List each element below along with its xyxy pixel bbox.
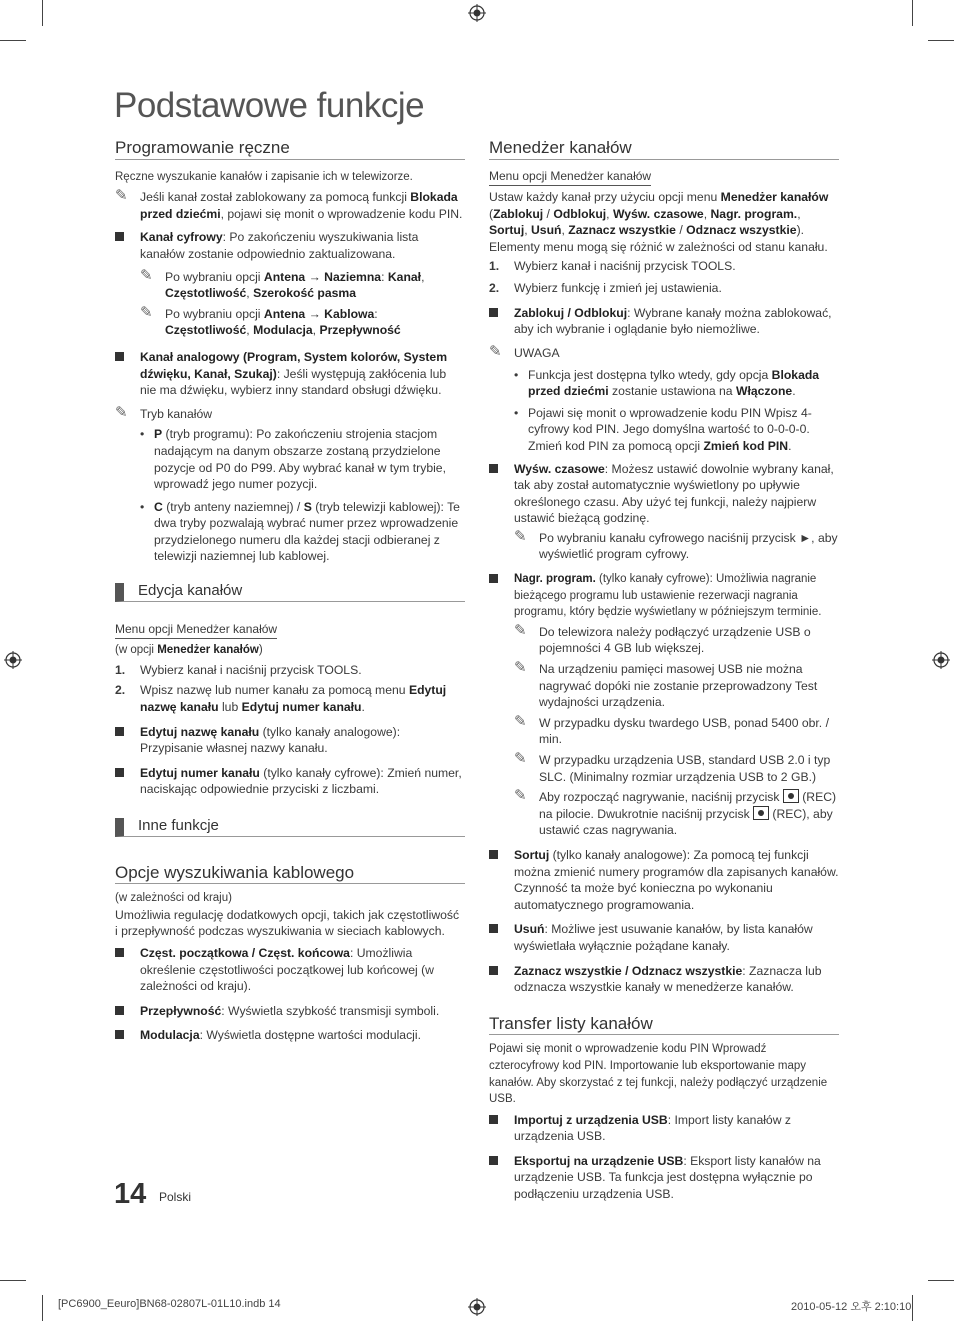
square-bullet-icon bbox=[115, 232, 124, 241]
registration-mark-icon bbox=[4, 651, 22, 669]
section-heading-manual-tuning: Programowanie ręczne bbox=[115, 140, 465, 160]
pencil-note-icon: ✎ bbox=[514, 750, 527, 767]
list-item: Modulacja: Wyświetla dostępne wartości modulacji. bbox=[115, 1027, 465, 1044]
bullet-item: • P (tryb programu): Po zakończeniu strojenia stacjom nadającym na danym obszarze zostaną przydzielone pozycje od P0 do P99. Aby wybrać kanał w tym trybie, wprowadź jego numer pozycji. bbox=[140, 427, 446, 492]
square-bullet-icon bbox=[489, 308, 498, 317]
step-item: 2. Wpisz nazwę lub numer kanału za pomocą menu Edytuj nazwę kanału lub Edytuj numer kanału. bbox=[115, 683, 447, 715]
pencil-note-icon: ✎ bbox=[140, 303, 153, 321]
note: ✎ Po wybraniu opcji Antena → Kablowa: Częstotliwość, Modulacja, Przepływność bbox=[140, 303, 401, 338]
crop-mark bbox=[912, 0, 913, 26]
section-heading-transfer: Transfer listy kanałów bbox=[489, 1016, 839, 1036]
bullet-item: • Pojawi się monit o wprowadzenie kodu PIN Wpisz 4-cyfrowy kod PIN. Jego domyślna wartość to 0-0-0-0. Zmień kod PIN za pomocą opcji Zmień kod PIN. bbox=[514, 405, 812, 453]
manager-intro: Ustaw każdy kanał przy użyciu opcji menu Menedżer kanałów (Zablokuj / Odblokuj, Wyśw. czasowe, Nagr. program., Sortuj, Usuń, Zaznacz wszystkie / Odznacz wszystkie). Elementy menu mogą się różnić w zależności od stanu kanału. bbox=[489, 190, 829, 254]
page-title: Podstawowe funkcje bbox=[114, 86, 425, 125]
section-heading-manager: Menedżer kanałów bbox=[489, 140, 839, 160]
pencil-note-icon: ✎ bbox=[514, 787, 527, 805]
subsection-heading-edit: Edycja kanałów bbox=[115, 583, 465, 602]
square-bullet-icon bbox=[115, 727, 124, 736]
list-item: Wyśw. czasowe: Możesz ustawić dowolnie wybrany kanał, tak aby został automatycznie wyświetlony po upływie określonego czasu. Aby użyć tej funkcji, należy najpierw ustawić bieżącą godzinę. ✎ Po wybraniu kanału cyfrowego naciśnij przycisk ►, aby wyświetlić program cyfrowy. bbox=[489, 461, 839, 564]
rec-button-icon bbox=[753, 806, 769, 820]
page-language: Polski bbox=[159, 1190, 192, 1204]
bullet-item: • C (tryb anteny naziemnej) / S (tryb telewizji kablowej): Te dwa tryby pozwalają wybrać numer przez wprowadzenie przydzielonego numeru dla każdej stacji odbieranej z telewizji naziemnej lub kablowej. bbox=[140, 499, 460, 564]
print-timestamp: 2010-05-12 오후 2:10:10 bbox=[791, 1301, 912, 1313]
step-item: 2. Wybierz funkcję i zmień jej ustawienia. bbox=[489, 281, 722, 296]
left-column bbox=[115, 140, 465, 1044]
square-bullet-icon bbox=[489, 1115, 498, 1124]
context-text: (w zależności od kraju) bbox=[115, 892, 232, 905]
list-item: Kanał cyfrowy: Po zakończeniu wyszukiwania lista kanałów zostanie odpowiednio zaktualizowana. ✎ Po wybraniu opcji Antena → Naziemna: Kanał, Częstotliwość, Szerokość pasma ✎ Po wybraniu opcji Antena → Kablowa: Częstotliwość, Modulacja, Przepływność bbox=[115, 229, 465, 339]
context-text: (w opcji Menedżer kanałów) bbox=[115, 644, 263, 657]
crop-mark bbox=[42, 0, 43, 26]
menu-path-label: Menu opcji Menedżer kanałów bbox=[115, 621, 277, 640]
note: ✎ Po wybraniu opcji Antena → Naziemna: Kanał, Częstotliwość, Szerokość pasma bbox=[140, 266, 425, 301]
list-item: Importuj z urządzenia USB: Import listy kanałów z urządzenia USB. bbox=[489, 1112, 839, 1145]
print-file-info: [PC6900_Eeuro]BN68-02807L-01L10.indb 14 bbox=[58, 1298, 281, 1310]
section-heading-cable: Opcje wyszukiwania kablowego bbox=[115, 865, 465, 885]
registration-mark-icon bbox=[468, 4, 486, 22]
square-bullet-icon bbox=[115, 1006, 124, 1015]
note: ✎ UWAGA • Funkcja jest dostępna tylko wtedy, gdy opcja Blokada przed dziećmi zostanie ustawiona na Włączone. • Pojawi się monit o wprowadzenie kodu PIN Wpisz 4-cyfrowy kod PIN. Jego domyślna wartość to 0-0-0-0. Zmień kod PIN za pomocą opcji Zmień kod PIN. bbox=[489, 345, 839, 455]
pencil-note-icon: ✎ bbox=[115, 187, 128, 205]
menu-path-label: Menu opcji Menedżer kanałów bbox=[489, 168, 651, 187]
note: ✎ W przypadku dysku twardego USB, ponad 5400 obr. / min. bbox=[514, 712, 829, 747]
square-bullet-icon bbox=[115, 948, 124, 957]
square-bullet-icon bbox=[115, 768, 124, 777]
note: ✎ Jeśli kanał został zablokowany za pomocą funkcji Blokada przed dziećmi, pojawi się monit o wprowadzenie kodu PIN. bbox=[115, 187, 463, 221]
note: ✎ W przypadku urządzenia USB, standard USB 2.0 i typ SLC. (Minimalny rozmiar urządzenia USB to 2 GB.) bbox=[514, 750, 831, 784]
subsection-heading-other: Inne funkcje bbox=[115, 818, 465, 837]
list-item: Usuń: Możliwe jest usuwanie kanałów, by lista kanałów wyświetlała wyłącznie pożądane kanały. bbox=[489, 921, 839, 954]
square-bullet-icon bbox=[489, 966, 498, 975]
list-item: Sortuj (tylko kanały analogowe): Za pomocą tej funkcji można zmienić numery programów dla zapisanych kanałów. Czynność ta może być konieczna po wykonaniu automatycznego programowania. bbox=[489, 847, 839, 913]
step-item: 1. Wybierz kanał i naciśnij przycisk TOOLS. bbox=[115, 662, 362, 677]
cable-intro: Umożliwia regulację dodatkowych opcji, takich jak częstotliwość i przepływność podczas wyszukiwania w sieciach kablowych. bbox=[115, 907, 460, 939]
crop-mark bbox=[928, 1280, 954, 1281]
square-bullet-icon bbox=[115, 1030, 124, 1039]
list-item: Eksportuj na urządzenie USB: Eksport listy kanałów na urządzenie USB. Ta funkcja jest dostępna wyłącznie po podłączeniu urządzenia USB. bbox=[489, 1153, 839, 1203]
right-column bbox=[489, 140, 839, 1203]
crop-mark bbox=[928, 40, 954, 41]
note: ✎ Na urządzeniu pamięci masowej USB nie można nagrywać dopóki nie zostanie przeprowadzony Test wydajności urządzenia. bbox=[514, 659, 818, 710]
registration-mark-icon bbox=[932, 651, 950, 669]
square-bullet-icon bbox=[489, 464, 498, 473]
list-item: Kanał analogowy (Program, System kolorów, System dźwięku, Kanał, Szukaj): Jeśli występują zakłócenia lub nie ma dźwięku, wybierz inny standard obsługi dźwięku. bbox=[115, 349, 465, 399]
list-item: Zaznacz wszystkie / Odznacz wszystkie: Zaznacza lub odznacza wszystkie kanały w menedżerze kanałów. bbox=[489, 963, 839, 996]
registration-mark-icon bbox=[468, 1298, 486, 1316]
square-bullet-icon bbox=[489, 850, 498, 859]
list-item: Edytuj numer kanału (tylko kanały cyfrowe): Zmień numer, naciskając odpowiednie przyciski z liczbami. bbox=[115, 765, 465, 798]
rec-button-icon bbox=[783, 789, 799, 803]
list-item: Przepływność: Wyświetla szybkość transmisji symboli. bbox=[115, 1003, 465, 1020]
list-item: Częst. początkowa / Częst. końcowa: Umożliwia określenie częstotliwości początkowej lub końcowej (w zależności od kraju). bbox=[115, 945, 465, 995]
step-item: 1. Wybierz kanał i naciśnij przycisk TOOLS. bbox=[489, 258, 736, 273]
transfer-intro: Pojawi się monit o wprowadzenie kodu PIN Wprowadź czterocyfrowy kod PIN. Importowanie lub eksportowanie mapy kanałów. Aby skorzystać z tej funkcji, należy podłączyć urządzenie USB. bbox=[489, 1043, 828, 1106]
square-bullet-icon bbox=[115, 352, 124, 361]
pencil-note-icon: ✎ bbox=[489, 342, 502, 360]
pencil-note-icon: ✎ bbox=[514, 712, 527, 730]
list-item: Zablokuj / Odblokuj: Wybrane kanały można zablokować, aby ich wybranie i oglądanie było niemożliwe. bbox=[489, 305, 839, 338]
list-item: Nagr. program. (tylko kanały cyfrowe): Umożliwia nagranie bieżącego programu lub ustawienie rezerwacji nagrania programu, który będzie wyświetlany w późniejszym terminie. ✎ Do telewizora należy podłączyć urządzenie USB o pojemności 4 GB lub większej. ✎ Na urządzeniu pamięci masowej USB nie można nagrywać dopóki nie zostanie przeprowadzony Test wydajności urządzenia. ✎ W przypadku dysku twardego USB, ponad 5400 obr. / min. ✎ W przypadku urządzenia USB, standard USB 2.0 i typ SLC. (Minimalny rozmiar urządzenia USB to 2 GB.) ✎ Aby rozpocząć nagrywanie, naciśnij przycisk (REC) na pilocie. Dwukrotnie naciśnij przycisk (REC), aby ustawić czas nagrywania. bbox=[489, 571, 839, 839]
crop-mark bbox=[0, 1280, 26, 1281]
list-item: Edytuj nazwę kanału (tylko kanały analogowe): Przypisanie własnej nazwy kanału. bbox=[115, 724, 465, 757]
manual-tuning-intro: Ręczne wyszukanie kanałów i zapisanie ich w telewizorze. bbox=[115, 170, 413, 183]
pencil-note-icon: ✎ bbox=[514, 621, 527, 639]
pencil-note-icon: ✎ bbox=[115, 403, 128, 421]
crop-mark bbox=[0, 40, 26, 41]
pencil-note-icon: ✎ bbox=[514, 659, 527, 677]
page-number: 14 bbox=[114, 1178, 147, 1210]
square-bullet-icon bbox=[489, 924, 498, 933]
bullet-item: • Funkcja jest dostępna tylko wtedy, gdy opcja Blokada przed dziećmi zostanie ustawiona na Włączone. bbox=[514, 367, 820, 399]
crop-mark bbox=[42, 1295, 43, 1321]
pencil-note-icon: ✎ bbox=[514, 527, 527, 545]
pencil-note-icon: ✎ bbox=[140, 266, 153, 284]
note: ✎ Po wybraniu kanału cyfrowego naciśnij przycisk ►, aby wyświetlić program cyfrowy. bbox=[514, 527, 838, 562]
crop-mark bbox=[912, 1295, 913, 1321]
square-bullet-icon bbox=[489, 574, 498, 583]
note: ✎ Tryb kanałów • P (tryb programu): Po zakończeniu strojenia stacjom nadającym na danym obszarze zostaną przydzielone pozycje od P0 do P99. Aby wybrać kanał w tym trybie, wprowadź jego numer pozycji. • C (tryb anteny naziemnej) / S (tryb telewizji kablowej): Te dwa tryby pozwalają wybrać numer przez wprowadzenie przydzielonego numeru dla każdej stacji odbieranej z telewizji naziemnej lub kablowej. bbox=[115, 406, 465, 565]
note: ✎ Aby rozpocząć nagrywanie, naciśnij przycisk (REC) na pilocie. Dwukrotnie naciśnij przycisk (REC), aby ustawić czas nagrywania. bbox=[514, 787, 837, 838]
square-bullet-icon bbox=[489, 1156, 498, 1165]
note: ✎ Do telewizora należy podłączyć urządzenie USB o pojemności 4 GB lub większej. bbox=[514, 621, 811, 656]
